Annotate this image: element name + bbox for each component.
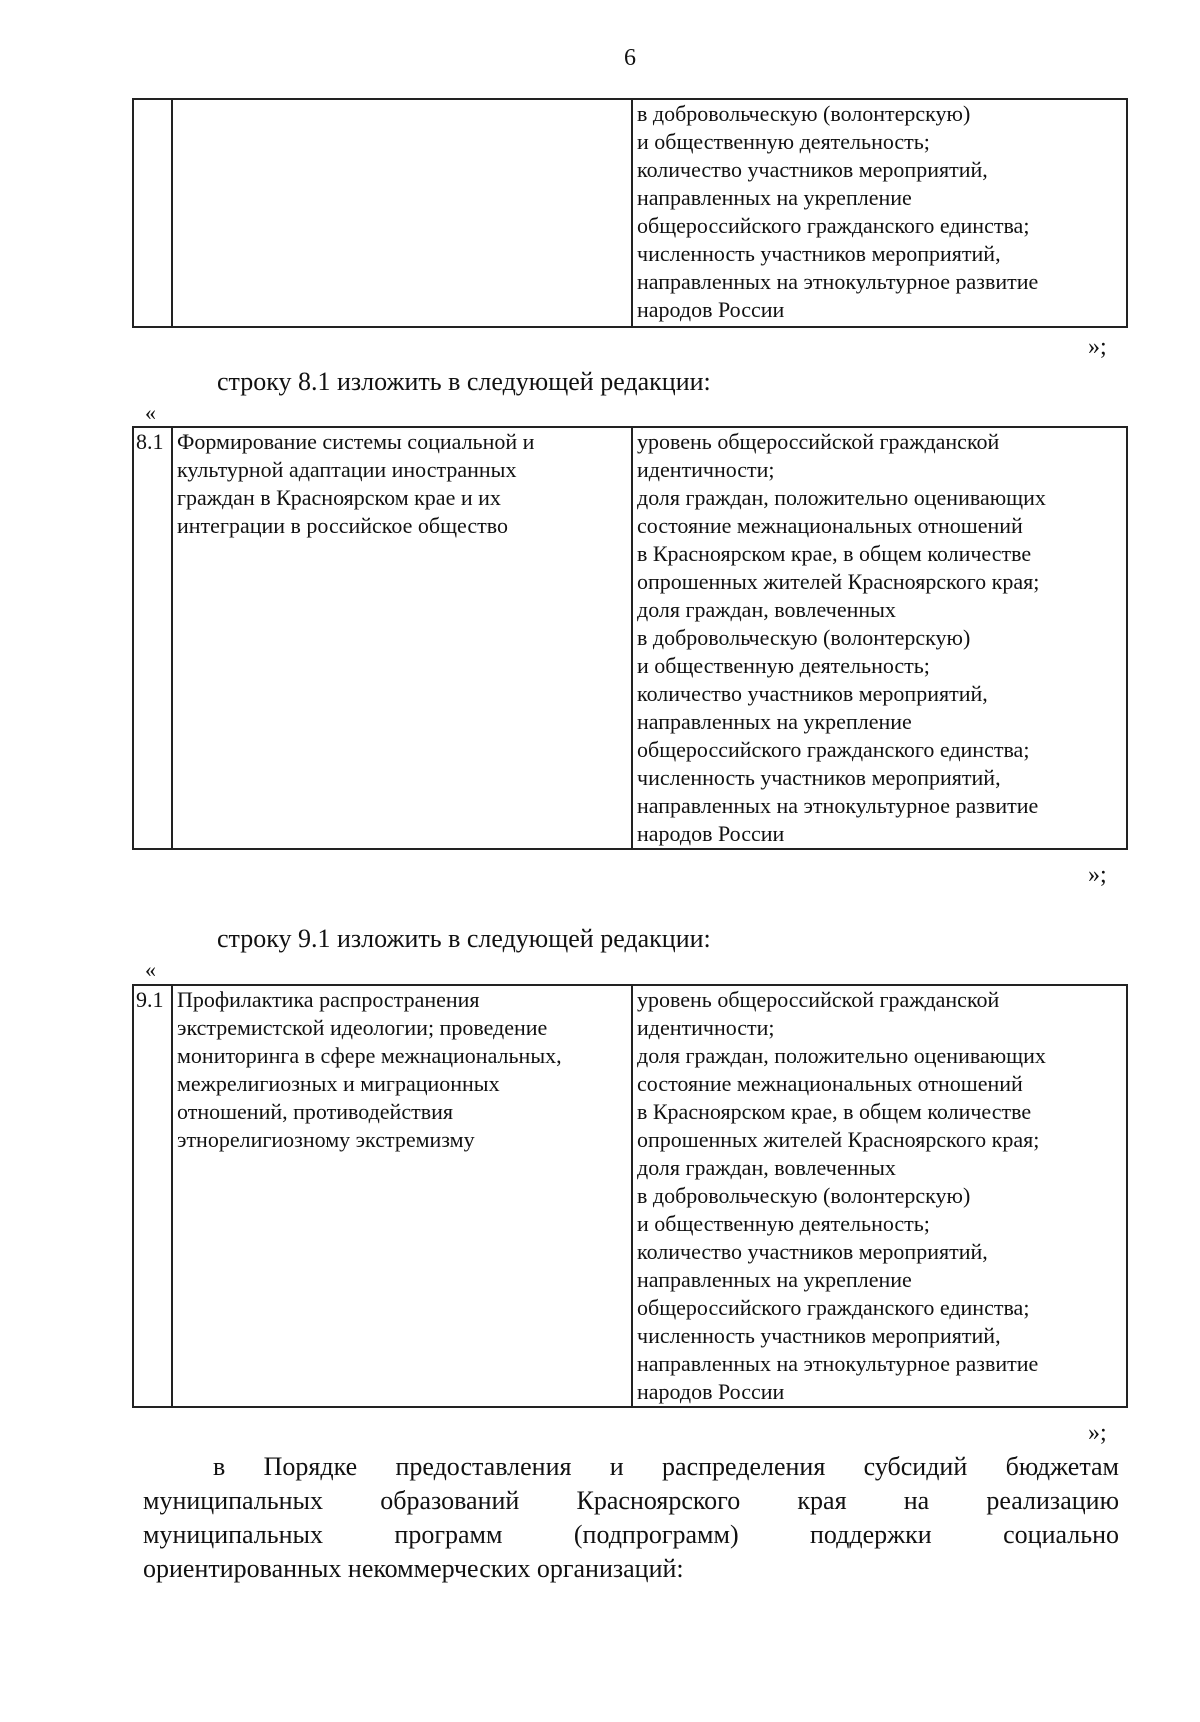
table-row-8-1 (132, 426, 1128, 850)
cell-line: в Красноярском крае, в общем количестве (637, 1099, 1032, 1124)
indicators-cell (632, 99, 1127, 327)
cell-line: направленных на этнокультурное развитие (637, 1351, 1039, 1376)
cell-line: и общественную деятельность; (637, 653, 930, 678)
cell-line: количество участников мероприятий, (637, 157, 988, 182)
cell-line: направленных на укрепление (637, 1267, 912, 1292)
table-continuation (132, 98, 1128, 328)
cell-line: народов России (637, 297, 785, 322)
paragraph-line: муниципальных образований Красноярского края на реализацию (143, 1486, 1119, 1515)
num-cell (133, 99, 172, 327)
indicators-cell (632, 985, 1127, 1407)
name-cell (172, 427, 632, 849)
cell-line: общероссийского гражданского единства; (637, 737, 1030, 762)
cell-line: направленных на этнокультурное развитие (637, 793, 1039, 818)
cell-line: культурной адаптации иностранных (177, 457, 517, 482)
opening-quote: « (145, 400, 156, 425)
name-cell (172, 985, 632, 1407)
table-row (133, 427, 1127, 849)
table-row-9-1 (132, 984, 1128, 1408)
row-number: 9.1 (133, 985, 172, 1407)
cell-line: народов России (637, 1379, 785, 1404)
cell-line: интеграции в российское общество (177, 513, 508, 538)
cell-line: народов России (637, 821, 785, 846)
cell-line: численность участников мероприятий, (637, 765, 1001, 790)
cell-line: направленных на укрепление (637, 185, 912, 210)
cell-line: общероссийского гражданского единства; (637, 213, 1030, 238)
cell-line: этнорелигиозному экстремизму (177, 1127, 475, 1152)
cell-line: доля граждан, вовлеченных (637, 597, 896, 622)
cell-line: доля граждан, положительно оценивающих (637, 485, 1046, 510)
cell-line: уровень общероссийской гражданской (637, 987, 1000, 1012)
closing-quote: »; (1088, 1420, 1107, 1446)
cell-line: доля граждан, положительно оценивающих (637, 1043, 1046, 1068)
page-number: 6 (624, 45, 636, 71)
cell-line: идентичности; (637, 1015, 775, 1040)
section-heading-8-1: строку 8.1 изложить в следующей редакции: (217, 367, 711, 396)
cell-line: численность участников мероприятий, (637, 1323, 1001, 1348)
cell-line: уровень общероссийской гражданской (637, 429, 1000, 454)
indicators-cell (632, 427, 1127, 849)
cell-line: межрелигиозных и миграционных (177, 1071, 500, 1096)
cell-line: доля граждан, вовлеченных (637, 1155, 896, 1180)
cell-line: мониторинга в сфере межнациональных, (177, 1043, 562, 1068)
closing-quote: »; (1088, 334, 1107, 360)
cell-line: в Красноярском крае, в общем количестве (637, 541, 1032, 566)
cell-line: в добровольческую (волонтерскую) (637, 101, 971, 126)
cell-line: экстремистской идеологии; проведение (177, 1015, 548, 1040)
cell-line: в добровольческую (волонтерскую) (637, 1183, 971, 1208)
cell-line: Профилактика распространения (177, 987, 480, 1012)
cell-line: состояние межнациональных отношений (637, 1071, 1023, 1096)
closing-quote: »; (1088, 862, 1107, 888)
cell-line: численность участников мероприятий, (637, 241, 1001, 266)
section-heading-9-1: строку 9.1 изложить в следующей редакции: (217, 924, 711, 953)
paragraph-line: в Порядке предоставления и распределения субсидий бюджетам (213, 1452, 1119, 1481)
name-cell (172, 99, 632, 327)
cell-line: и общественную деятельность; (637, 1211, 930, 1236)
opening-quote: « (145, 957, 156, 982)
cell-line: опрошенных жителей Красноярского края; (637, 569, 1040, 594)
cell-line: Формирование системы социальной и (177, 429, 535, 454)
table-row (133, 99, 1127, 327)
row-number: 8.1 (133, 427, 172, 849)
cell-line: граждан в Красноярском крае и их (177, 485, 501, 510)
cell-line: в добровольческую (волонтерскую) (637, 625, 971, 650)
paragraph-line: муниципальных программ (подпрограмм) поддержки социально (143, 1520, 1119, 1549)
cell-line: общероссийского гражданского единства; (637, 1295, 1030, 1320)
final-paragraph (143, 1450, 1119, 1586)
paragraph-line: ориентированных некоммерческих организаций: (143, 1554, 684, 1583)
cell-line: идентичности; (637, 457, 775, 482)
table-row (133, 985, 1127, 1407)
cell-line: и общественную деятельность; (637, 129, 930, 154)
cell-line: состояние межнациональных отношений (637, 513, 1023, 538)
cell-line: опрошенных жителей Красноярского края; (637, 1127, 1040, 1152)
cell-line: отношений, противодействия (177, 1099, 453, 1124)
cell-line: количество участников мероприятий, (637, 1239, 988, 1264)
cell-line: количество участников мероприятий, (637, 681, 988, 706)
cell-line: направленных на укрепление (637, 709, 912, 734)
cell-line: направленных на этнокультурное развитие (637, 269, 1039, 294)
